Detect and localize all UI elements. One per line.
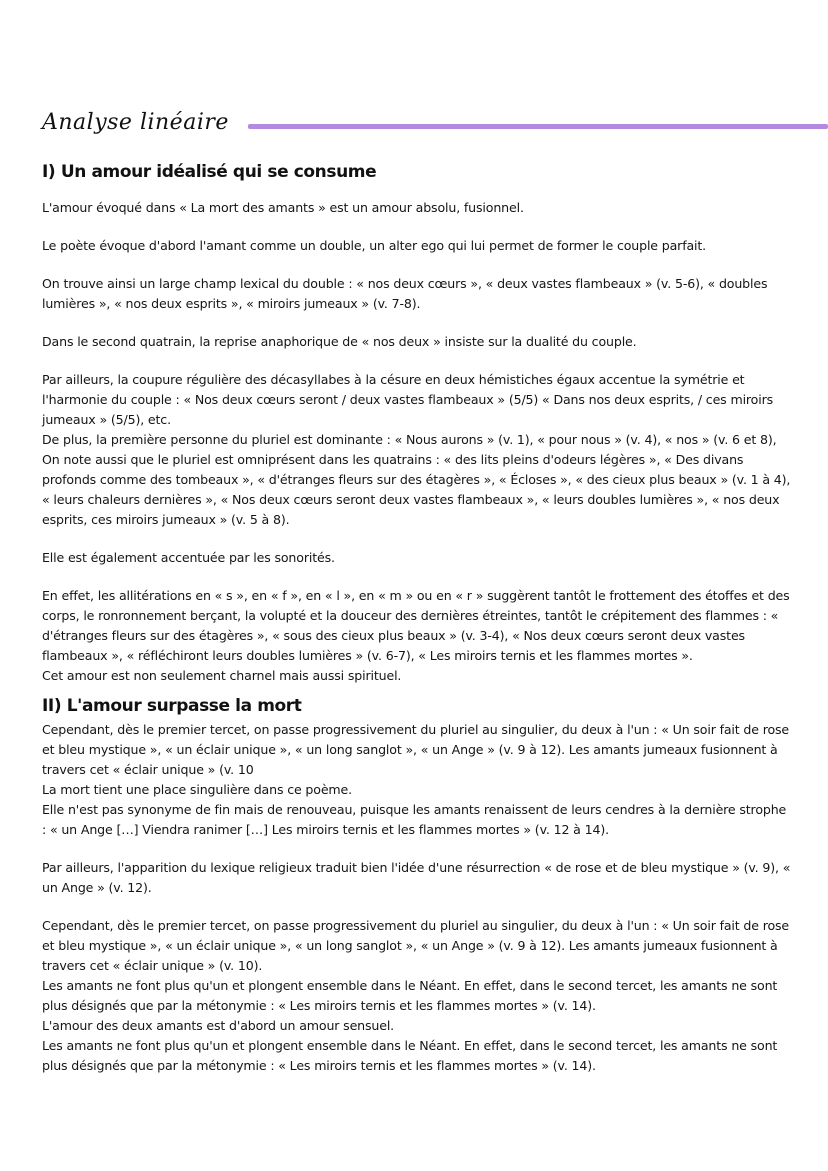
- section-1-heading: I) Un amour idéalisé qui se consume: [42, 162, 377, 182]
- paragraph: Les amants ne font plus qu'un et plongent ensemble dans le Néant. En effet, dans le second tercet, les amants ne sont plus désignés que par la métonymie : « Les miroirs ternis et les flammes mortes » (v. 14).: [42, 1038, 778, 1073]
- document-header: [42, 110, 828, 150]
- paragraph: Cependant, dès le premier tercet, on passe progressivement du pluriel au singulier, du deux à l'un : « Un soir fait de rose et bleu mystique », « un éclair unique », « un long sanglot », « un Ange » (v. 9 à 12). Les amants jumeaux fusionnent à travers cet « éclair unique » (v. 10).: [42, 918, 790, 973]
- section-2-heading: II) L'amour surpasse la mort: [42, 696, 302, 716]
- document-body: [42, 162, 792, 1076]
- paragraph: Les amants ne font plus qu'un et plongent ensemble dans le Néant. En effet, dans le second tercet, les amants ne sont plus désignés que par la métonymie : « Les miroirs ternis et les flammes mortes » (v. 14).: [42, 978, 778, 1013]
- paragraph: Dans le second quatrain, la reprise anaphorique de « nos deux » insiste sur la dualité du couple.: [42, 334, 637, 349]
- paragraph: On trouve ainsi un large champ lexical du double : « nos deux cœurs », « deux vastes flambeaux » (v. 5-6), « doubles lumières », « nos deux esprits », « miroirs jumeaux » (v. 7-8).: [42, 276, 768, 311]
- paragraph: Le poète évoque d'abord l'amant comme un double, un alter ego qui lui permet de former le couple parfait.: [42, 238, 707, 253]
- paragraph: En effet, les allitérations en « s », en « f », en « l », en « m » ou en « r » suggèrent tantôt le frottement des étoffes et des corps, le ronronnement berçant, la volupté et la douceur des dernières étreintes, tantôt le crépitement des flammes : « d'étranges fleurs sur des étagères », « sous des cieux plus beaux » (v. 3-4), « Nos deux cœurs seront deux vastes flambeaux », « réfléchiront leurs doubles lumières » (v. 6-7), « Les miroirs ternis et les flammes mortes ».: [42, 588, 790, 663]
- paragraph: On note aussi que le pluriel est omniprésent dans les quatrains : « des lits pleins d'odeurs légères », « Des divans profonds comme des tombeaux », « d'étranges fleurs sur des étagères », « Écloses », « des cieux plus beaux » (v. 1 à 4), « leurs chaleurs dernières », « Nos deux cœurs seront deux vastes flambeaux », « leurs doubles lumières », « nos deux esprits, ces miroirs jumeaux » (v. 5 à 8).: [42, 452, 791, 527]
- document-title: Analyse linéaire: [42, 110, 229, 135]
- paragraph: Cet amour est non seulement charnel mais aussi spirituel.: [42, 668, 402, 683]
- paragraph: L'amour des deux amants est d'abord un amour sensuel.: [42, 1018, 395, 1033]
- paragraph: Elle n'est pas synonyme de fin mais de renouveau, puisque les amants renaissent de leurs cendres à la dernière strophe : « un Ange […] Viendra ranimer […] Les miroirs ternis et les flammes mortes » (v. 12 à 14).: [42, 802, 787, 837]
- paragraph: Par ailleurs, l'apparition du lexique religieux traduit bien l'idée d'une résurrection « de rose et de bleu mystique » (v. 9), « un Ange » (v. 12).: [42, 860, 791, 895]
- paragraph: L'amour évoqué dans « La mort des amants » est un amour absolu, fusionnel.: [42, 200, 524, 215]
- paragraph: De plus, la première personne du pluriel est dominante : « Nous aurons » (v. 1), « pour nous » (v. 4), « nos » (v. 6 et 8),: [42, 432, 777, 447]
- paragraph: Cependant, dès le premier tercet, on passe progressivement du pluriel au singulier, du deux à l'un : « Un soir fait de rose et bleu mystique », « un éclair unique », « un long sanglot », « un Ange » (v. 9 à 12). Les amants jumeaux fusionnent à travers cet « éclair unique » (v. 10: [42, 722, 790, 777]
- title-underline-rule: [248, 124, 828, 129]
- paragraph: La mort tient une place singulière dans ce poème.: [42, 782, 353, 797]
- paragraph: Elle est également accentuée par les sonorités.: [42, 550, 335, 565]
- paragraph: Par ailleurs, la coupure régulière des décasyllabes à la césure en deux hémistiches égaux accentue la symétrie et l'harmonie du couple : « Nos deux cœurs seront / deux vastes flambeaux » (5/5) « Dans nos deux esprits, / ces miroirs jumeaux » (5/5), etc.: [42, 372, 774, 427]
